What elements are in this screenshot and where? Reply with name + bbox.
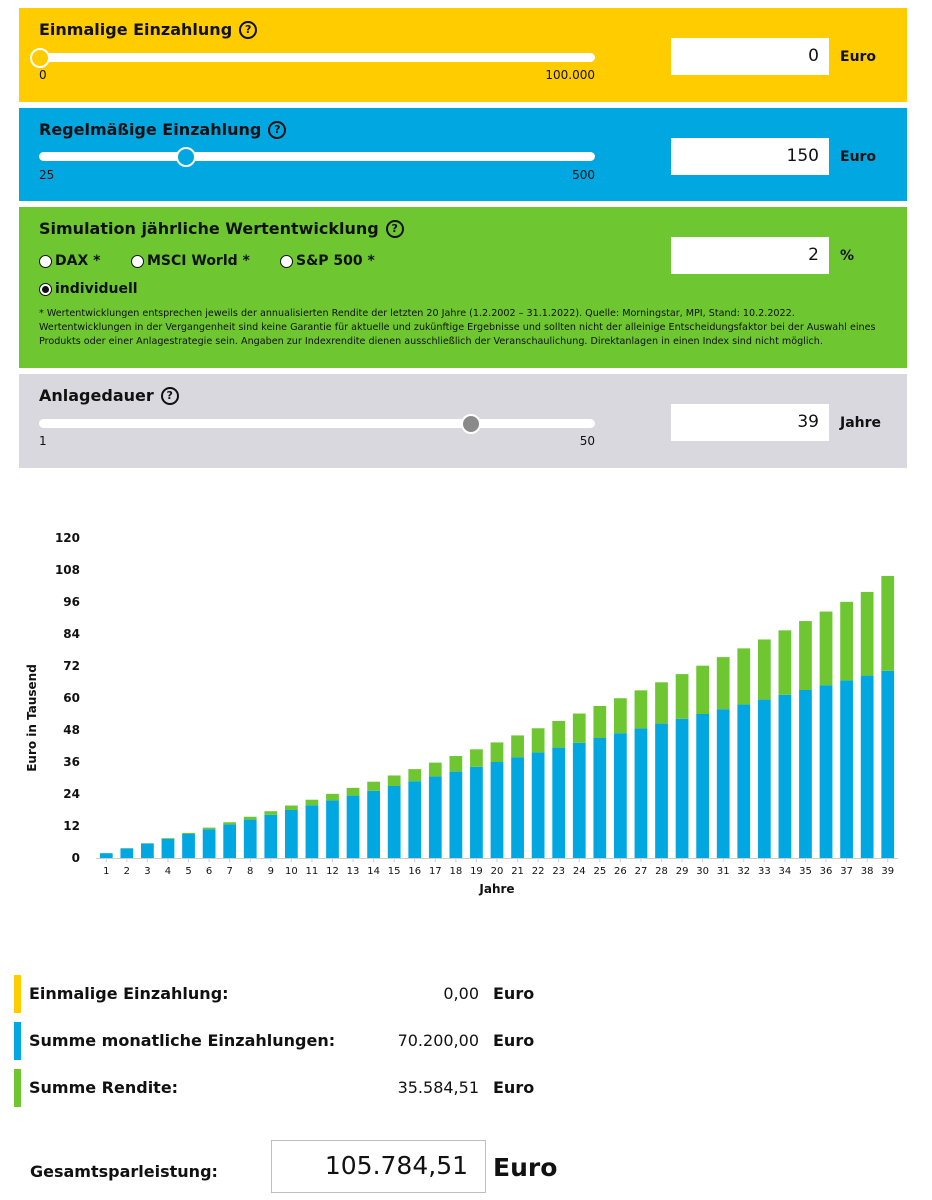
x-tick-label: 22 bbox=[531, 866, 545, 877]
bar-rendite bbox=[696, 666, 709, 714]
index-options-row bbox=[39, 253, 375, 269]
x-tick-label: 24 bbox=[572, 866, 586, 877]
bar-einzahlungen bbox=[244, 820, 257, 858]
x-tick-label: 4 bbox=[164, 866, 172, 877]
y-tick-label: 24 bbox=[63, 787, 80, 801]
anlagedauer-slider[interactable] bbox=[39, 419, 595, 428]
anlagedauer-unit: Jahre bbox=[840, 415, 882, 431]
rendite-unit: % bbox=[840, 248, 855, 264]
x-tick-label: 1 bbox=[103, 866, 110, 877]
x-tick-label: 37 bbox=[840, 866, 853, 877]
x-axis-label: Jahre bbox=[479, 882, 515, 896]
total-unit: Euro bbox=[493, 1153, 558, 1182]
x-tick-label: 3 bbox=[144, 866, 151, 877]
summary-color-bar bbox=[14, 1069, 21, 1107]
option-dax-label: DAX * bbox=[55, 253, 101, 269]
bar-einzahlungen bbox=[573, 743, 586, 858]
einmalig-title: Einmalige Einzahlung bbox=[39, 20, 233, 39]
x-tick-label: 33 bbox=[757, 866, 771, 877]
y-tick-label: 84 bbox=[63, 627, 80, 641]
bar-rendite bbox=[881, 576, 894, 671]
bar-einzahlungen bbox=[408, 781, 421, 858]
radio-icon[interactable] bbox=[280, 255, 293, 268]
panel-regelmaessige-einzahlung bbox=[19, 108, 907, 201]
help-icon[interactable]: ? bbox=[268, 121, 286, 139]
bar-rendite bbox=[182, 833, 195, 834]
anlagedauer-min-label: 1 bbox=[39, 434, 47, 448]
einmalig-max-label: 100.000 bbox=[545, 68, 595, 82]
x-tick-label: 35 bbox=[799, 866, 812, 877]
bar-rendite bbox=[470, 749, 483, 767]
bar-rendite bbox=[326, 794, 339, 801]
bar-einzahlungen bbox=[429, 776, 442, 858]
x-tick-label: 16 bbox=[408, 866, 422, 877]
summary-label: Summe monatliche Einzahlungen: bbox=[29, 1031, 336, 1050]
bar-einzahlungen bbox=[367, 791, 380, 858]
x-tick-label: 15 bbox=[387, 866, 401, 877]
summary-value: 70.200,00 bbox=[397, 1031, 479, 1050]
simulation-title: Simulation jährliche Wertentwicklung bbox=[39, 219, 379, 238]
bar-rendite bbox=[532, 728, 545, 752]
bar-rendite bbox=[347, 788, 360, 796]
bar-einzahlungen bbox=[881, 671, 894, 858]
bar-einzahlungen bbox=[779, 695, 792, 858]
bar-rendite bbox=[203, 828, 216, 830]
x-tick-label: 8 bbox=[247, 866, 254, 877]
bar-rendite bbox=[614, 698, 627, 733]
bar-einzahlungen bbox=[306, 805, 319, 858]
panel-anlagedauer bbox=[19, 374, 907, 468]
y-tick-label: 72 bbox=[63, 659, 80, 673]
anlagedauer-max-label: 50 bbox=[579, 434, 595, 448]
bar-rendite bbox=[511, 735, 524, 757]
x-tick-label: 12 bbox=[326, 866, 339, 877]
bar-einzahlungen bbox=[861, 676, 874, 858]
summary-color-bar bbox=[14, 975, 21, 1013]
x-tick-label: 27 bbox=[634, 866, 648, 877]
summary-label: Einmalige Einzahlung: bbox=[29, 984, 229, 1003]
einmalig-unit: Euro bbox=[840, 49, 877, 65]
einmalig-value-input[interactable]: 0 bbox=[671, 38, 829, 75]
y-tick-label: 120 bbox=[54, 531, 80, 545]
x-tick-label: 23 bbox=[552, 866, 566, 877]
bar-rendite bbox=[162, 838, 175, 839]
bar-rendite bbox=[306, 800, 319, 805]
x-tick-label: 21 bbox=[511, 866, 524, 877]
option-dax[interactable] bbox=[39, 253, 131, 269]
panel-einmalige-einzahlung bbox=[19, 8, 907, 102]
bar-einzahlungen bbox=[820, 685, 833, 858]
x-tick-label: 14 bbox=[367, 866, 380, 877]
summary-value: 0,00 bbox=[443, 984, 479, 1003]
regelmaessig-value-input[interactable]: 150 bbox=[671, 138, 829, 175]
bar-einzahlungen bbox=[737, 704, 750, 858]
summary-row-rendite bbox=[14, 1069, 574, 1107]
bar-einzahlungen bbox=[614, 733, 627, 858]
x-tick-label: 19 bbox=[470, 866, 483, 877]
y-tick-label: 96 bbox=[63, 595, 80, 609]
bar-rendite bbox=[779, 630, 792, 694]
summary-unit: Euro bbox=[493, 1078, 535, 1097]
bar-einzahlungen bbox=[676, 719, 689, 858]
bar-einzahlungen bbox=[655, 724, 668, 858]
bar-rendite bbox=[820, 612, 833, 686]
bar-rendite bbox=[285, 806, 298, 810]
bar-einzahlungen bbox=[840, 680, 853, 858]
bar-rendite bbox=[861, 592, 874, 676]
x-tick-label: 31 bbox=[716, 866, 730, 877]
regelmaessig-unit: Euro bbox=[840, 149, 877, 165]
option-individuell-label: individuell bbox=[55, 281, 138, 297]
regelmaessig-max-label: 500 bbox=[572, 168, 595, 182]
anlagedauer-title-row bbox=[39, 386, 179, 405]
bar-rendite bbox=[491, 742, 504, 762]
simulation-title-row bbox=[39, 219, 404, 238]
anlagedauer-value-input[interactable]: 39 bbox=[671, 404, 829, 441]
x-tick-label: 28 bbox=[655, 866, 668, 877]
einmalig-min-label: 0 bbox=[39, 68, 47, 82]
bar-einzahlungen bbox=[100, 853, 113, 858]
total-value-box: 105.784,51 bbox=[271, 1140, 486, 1193]
simulation-footnote: * Wertentwicklungen entsprechen jeweils der annualisierten Rendite der letzten 20 Jahre (1.2.2002 – 31.1.2022). Quelle: Morningstar, MPI, Stand: 10.2.2022. Wertentwicklungen in der Vergangenheit sind keine Garantie für aktuelle und zukünftige Ergebnisse und sollten nicht der alleinige Entscheidungsfaktor bei der Auswahl eines Produkts oder einer Anlagestrategie sein. Angaben zur Indexrendite dienen ausschließlich der Veranschaulichung. Direktanlagen in einen Index sind nicht möglich. bbox=[39, 308, 876, 347]
y-tick-label: 36 bbox=[63, 755, 80, 769]
regelmaessig-slider-thumb[interactable] bbox=[176, 147, 196, 167]
panel-simulation bbox=[19, 207, 907, 368]
x-tick-label: 2 bbox=[123, 866, 131, 877]
bar-rendite bbox=[799, 621, 812, 690]
radio-icon[interactable] bbox=[131, 255, 144, 268]
x-tick-label: 18 bbox=[449, 866, 463, 877]
summary-unit: Euro bbox=[493, 1031, 535, 1050]
summary-value: 35.584,51 bbox=[397, 1078, 479, 1097]
option-sp500[interactable] bbox=[280, 253, 375, 269]
regelmaessig-title: Regelmäßige Einzahlung bbox=[39, 120, 262, 139]
bar-rendite bbox=[367, 782, 380, 791]
bar-rendite bbox=[429, 763, 442, 777]
x-tick-label: 36 bbox=[819, 866, 833, 877]
x-tick-label: 10 bbox=[284, 866, 298, 877]
bar-einzahlungen bbox=[347, 796, 360, 858]
help-icon[interactable]: ? bbox=[386, 220, 404, 238]
bar-einzahlungen bbox=[141, 844, 154, 858]
bar-einzahlungen bbox=[511, 757, 524, 858]
bar-einzahlungen bbox=[182, 834, 195, 858]
bar-rendite bbox=[737, 648, 750, 704]
bar-einzahlungen bbox=[593, 738, 606, 858]
bar-einzahlungen bbox=[264, 815, 277, 858]
x-tick-label: 32 bbox=[737, 866, 751, 877]
bar-rendite bbox=[244, 817, 257, 820]
y-tick-label: 60 bbox=[63, 691, 80, 705]
bar-einzahlungen bbox=[717, 709, 730, 858]
summary-row-einmalig bbox=[14, 975, 574, 1013]
x-tick-label: 11 bbox=[305, 866, 319, 877]
rendite-value-input[interactable]: 2 bbox=[671, 237, 829, 274]
bar-einzahlungen bbox=[223, 824, 236, 858]
option-msci-label: MSCI World * bbox=[147, 253, 250, 269]
bar-rendite bbox=[717, 657, 730, 709]
bar-rendite bbox=[655, 682, 668, 723]
summary-color-bar bbox=[14, 1022, 21, 1060]
x-tick-label: 20 bbox=[490, 866, 504, 877]
bar-einzahlungen bbox=[758, 700, 771, 858]
x-tick-label: 17 bbox=[428, 866, 442, 877]
bar-rendite bbox=[223, 822, 236, 824]
help-icon[interactable]: ? bbox=[161, 387, 179, 405]
bar-einzahlungen bbox=[120, 848, 133, 858]
y-tick-label: 108 bbox=[54, 563, 80, 577]
bar-rendite bbox=[388, 775, 401, 786]
bar-einzahlungen bbox=[552, 748, 565, 858]
bar-rendite bbox=[573, 714, 586, 743]
savings-chart bbox=[0, 520, 932, 910]
bar-einzahlungen bbox=[285, 810, 298, 858]
option-msci-world[interactable] bbox=[131, 253, 280, 269]
bar-rendite bbox=[676, 674, 689, 719]
total-label: Gesamtsparleistung: bbox=[30, 1162, 218, 1181]
x-tick-label: 34 bbox=[778, 866, 792, 877]
bar-einzahlungen bbox=[491, 762, 504, 858]
radio-icon[interactable] bbox=[39, 255, 52, 268]
x-tick-label: 30 bbox=[696, 866, 710, 877]
bar-einzahlungen bbox=[470, 767, 483, 858]
bar-einzahlungen bbox=[635, 728, 648, 858]
x-tick-label: 39 bbox=[881, 866, 895, 877]
bar-rendite bbox=[408, 769, 421, 781]
x-tick-label: 25 bbox=[593, 866, 607, 877]
y-tick-label: 0 bbox=[71, 851, 80, 865]
bar-einzahlungen bbox=[203, 829, 216, 858]
summary-row-monatlich bbox=[14, 1022, 574, 1060]
bar-rendite bbox=[840, 602, 853, 681]
option-sp500-label: S&P 500 * bbox=[296, 253, 375, 269]
x-tick-label: 13 bbox=[346, 866, 360, 877]
summary-label: Summe Rendite: bbox=[29, 1078, 179, 1097]
y-tick-label: 12 bbox=[63, 819, 80, 833]
bar-rendite bbox=[552, 721, 565, 748]
anlagedauer-slider-thumb[interactable] bbox=[461, 414, 481, 434]
summary-unit: Euro bbox=[493, 984, 535, 1003]
bar-einzahlungen bbox=[532, 752, 545, 858]
bar-einzahlungen bbox=[449, 772, 462, 858]
einmalig-slider-thumb[interactable] bbox=[30, 48, 50, 68]
bar-rendite bbox=[593, 706, 606, 738]
x-tick-label: 26 bbox=[614, 866, 627, 877]
bar-rendite bbox=[449, 756, 462, 772]
einmalig-title-row bbox=[39, 20, 257, 39]
y-tick-label: 48 bbox=[63, 723, 80, 737]
einmalig-slider[interactable] bbox=[39, 53, 595, 62]
x-tick-label: 7 bbox=[226, 866, 233, 877]
option-individuell[interactable] bbox=[39, 281, 138, 297]
x-tick-label: 29 bbox=[675, 866, 689, 877]
bar-einzahlungen bbox=[696, 714, 709, 858]
regelmaessig-slider[interactable] bbox=[39, 152, 595, 161]
regelmaessig-min-label: 25 bbox=[39, 168, 55, 182]
bar-einzahlungen bbox=[388, 786, 401, 858]
x-tick-label: 6 bbox=[205, 866, 213, 877]
anlagedauer-title: Anlagedauer bbox=[39, 386, 154, 405]
bar-einzahlungen bbox=[162, 839, 175, 858]
radio-selected-icon[interactable] bbox=[39, 283, 52, 296]
regelmaessig-title-row bbox=[39, 120, 286, 139]
bar-rendite bbox=[758, 639, 771, 699]
x-tick-label: 9 bbox=[267, 866, 274, 877]
bar-einzahlungen bbox=[326, 800, 339, 858]
x-tick-label: 38 bbox=[860, 866, 874, 877]
help-icon[interactable]: ? bbox=[239, 21, 257, 39]
bar-rendite bbox=[635, 690, 648, 728]
bar-einzahlungen bbox=[799, 690, 812, 858]
bar-rendite bbox=[264, 811, 277, 815]
y-axis-label: Euro in Tausend bbox=[25, 664, 39, 772]
x-tick-label: 5 bbox=[185, 866, 192, 877]
